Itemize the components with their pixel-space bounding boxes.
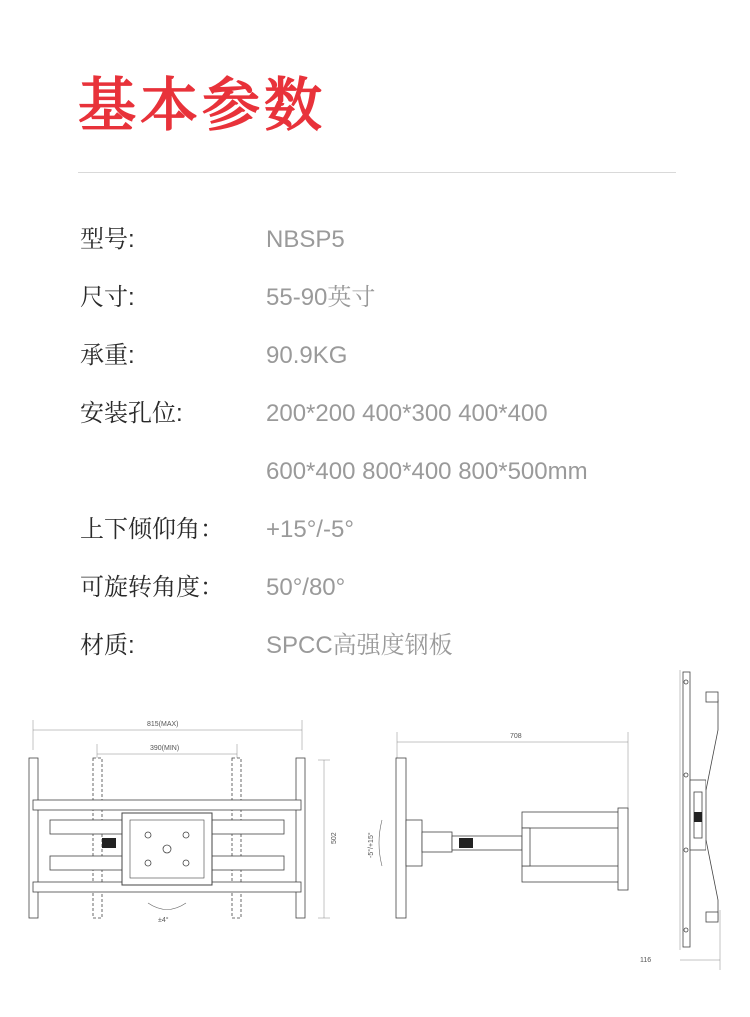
spec-label: 上下倾仰角： [80,516,224,543]
spec-label: 型号: [80,226,135,253]
spec-label: 尺寸: [80,284,135,311]
profile-view-drawing [680,670,720,970]
spec-row-tilt [80,512,700,570]
side-view-drawing [379,732,628,918]
spec-value: 200*200 400*300 400*400 [266,400,548,427]
front-height: 502 [331,832,338,844]
spec-row-swivel [80,570,700,628]
spec-value: NBSP5 [266,226,345,253]
side-extension: 708 [510,733,522,740]
spec-row-size [80,280,700,338]
spec-list [80,222,700,686]
spec-value: 600*400 800*400 800*500mm [266,458,588,485]
spec-row-load [80,338,700,396]
page-title: 基本参数 [78,73,327,138]
title-divider [78,172,676,173]
front-swivel-angle: ±4° [158,917,169,924]
spec-value: 90.9KG [266,342,348,369]
spec-row-model [80,222,700,280]
spec-value: 50°/80° [266,574,346,601]
spec-row-vesa [80,396,700,454]
front-width-min: 390(MIN) [150,745,180,752]
front-view-drawing [29,720,330,918]
technical-drawings [0,660,750,1017]
spec-label: 承重: [80,342,135,369]
side-tilt-angle: -5°/+15° [368,832,375,858]
spec-row-vesa-continued [80,454,700,512]
spec-value: 55-90英寸 [266,284,376,311]
drawings-svg [0,660,750,1017]
spec-value: +15°/-5° [266,516,354,543]
spec-value: SPCC高强度钢板 [266,632,453,659]
profile-depth: 116 [640,957,652,964]
spec-label: 安装孔位: [80,400,183,427]
spec-label: 材质: [80,632,135,659]
front-width-max: 815(MAX) [147,721,179,728]
spec-label: 可旋转角度： [80,574,224,601]
